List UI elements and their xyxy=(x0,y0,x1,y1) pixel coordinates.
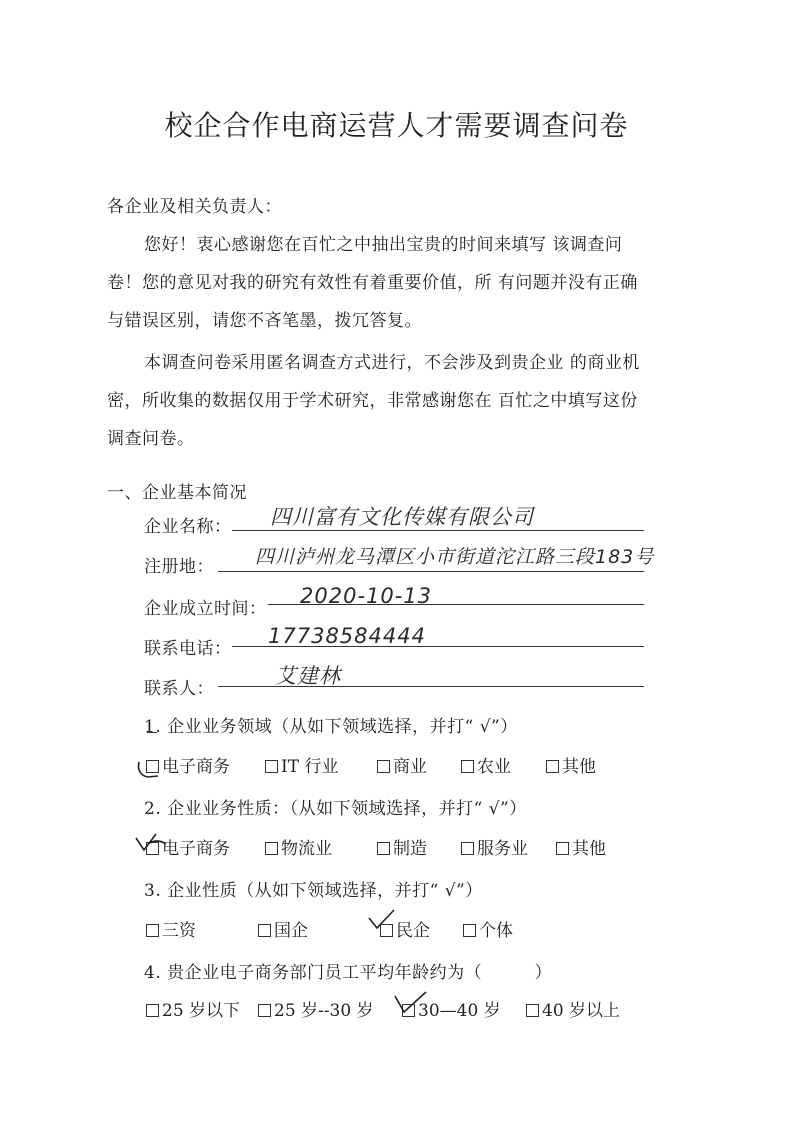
founded-label: 企业成立时间： xyxy=(144,599,267,619)
checkbox[interactable] xyxy=(146,1004,159,1017)
founded-value[interactable]: 2020-10-13 xyxy=(300,584,433,608)
intro-line: 本调查问卷采用匿名调查方式进行，不会涉及到贵企业 的商业机 xyxy=(144,353,640,373)
q1-option-other[interactable]: 其他 xyxy=(546,752,596,777)
q3-option-private[interactable]: 民企 xyxy=(380,916,430,941)
intro-line: 密，所收集的数据仅用于学术研究，非常感谢您在 百忙之中填写这份 xyxy=(107,391,638,411)
contact-label: 联系人： xyxy=(144,679,214,699)
q2-option-ecommerce[interactable]: 电子商务 xyxy=(146,834,230,859)
intro-line: 与错误区别，请您不吝笔墨，拨冗答复。 xyxy=(107,311,422,331)
section-heading: 一、企业基本简况 xyxy=(107,483,247,503)
reg-address-underline xyxy=(218,571,644,572)
q2-option-logistics[interactable]: 物流业 xyxy=(265,834,332,859)
q1-option-ecommerce[interactable]: 电子商务 xyxy=(146,752,230,777)
checkbox[interactable] xyxy=(377,760,390,773)
intro-line: 您好！衷心感谢您在百忙之中抽出宝贵的时间来填写 该调查问 xyxy=(144,235,623,255)
q3-option-foreign[interactable]: 三资 xyxy=(146,916,196,941)
q2-option-other[interactable]: 其他 xyxy=(556,834,606,859)
checkbox[interactable] xyxy=(463,924,476,937)
question-3: 3. 企业性质（从如下领域选择，并打“ √”） xyxy=(144,881,483,901)
checkbox[interactable] xyxy=(265,760,278,773)
q2-check-mark-icon xyxy=(134,830,174,856)
q2-option-services[interactable]: 服务业 xyxy=(461,834,528,859)
checkbox[interactable] xyxy=(258,924,271,937)
company-name-label: 企业名称： xyxy=(144,517,232,537)
phone-label: 联系电话： xyxy=(144,639,232,659)
q3-option-state[interactable]: 国企 xyxy=(258,916,308,941)
intro-line: 调查问卷。 xyxy=(107,429,195,449)
q4-option-25-30[interactable]: 25 岁--30 岁 xyxy=(258,996,374,1021)
checkbox[interactable] xyxy=(526,1004,539,1017)
checkbox[interactable] xyxy=(146,924,159,937)
checkbox[interactable] xyxy=(546,760,559,773)
question-4: 4. 贵企业电子商务部门员工平均年龄约为（ ） xyxy=(144,963,553,983)
q1-option-agriculture[interactable]: 农业 xyxy=(461,752,511,777)
reg-address-value[interactable]: 四川泸州龙马潭区小市街道沱江路三段183号 xyxy=(255,546,655,568)
q1-option-commerce[interactable]: 商业 xyxy=(377,752,427,777)
checkbox[interactable] xyxy=(461,842,474,855)
q1-option-it[interactable]: IT 行业 xyxy=(265,752,338,777)
q4-option-30-40[interactable]: 30—40 岁 xyxy=(402,996,501,1021)
checkbox[interactable] xyxy=(461,760,474,773)
q4-option-under25[interactable]: 25 岁以下 xyxy=(146,996,240,1021)
q4-option-over40[interactable]: 40 岁以上 xyxy=(526,996,620,1021)
checkbox[interactable] xyxy=(258,1004,271,1017)
q3-option-individual[interactable]: 个体 xyxy=(463,916,513,941)
checkbox[interactable] xyxy=(556,842,569,855)
greeting: 各企业及相关负责人： xyxy=(107,197,282,217)
question-1: 1. 企业业务领域（从如下领域选择，并打“ √”） xyxy=(144,717,518,737)
question-2: 2. 企业业务性质：（从如下领域选择，并打“ √”） xyxy=(144,799,527,819)
question-1-number-underline xyxy=(147,732,157,733)
page-title: 校企合作电商运营人才需要调查问卷 xyxy=(164,109,629,142)
checkbox[interactable] xyxy=(377,842,390,855)
q2-option-manufacturing[interactable]: 制造 xyxy=(377,834,427,859)
phone-value[interactable]: 17738584444 xyxy=(268,624,426,648)
q4-check-mark-icon xyxy=(392,990,432,1018)
intro-line: 卷！您的意见对我的研究有效性有着重要价值，所 有问题并没有正确 xyxy=(107,273,638,293)
checkbox[interactable] xyxy=(265,842,278,855)
company-name-value[interactable]: 四川富有文化传媒有限公司 xyxy=(270,505,534,529)
reg-address-label: 注册地： xyxy=(144,557,214,577)
q1-check-mark-icon xyxy=(136,756,166,780)
q3-check-mark-icon xyxy=(366,908,400,934)
contact-value[interactable]: 艾建林 xyxy=(275,664,341,688)
